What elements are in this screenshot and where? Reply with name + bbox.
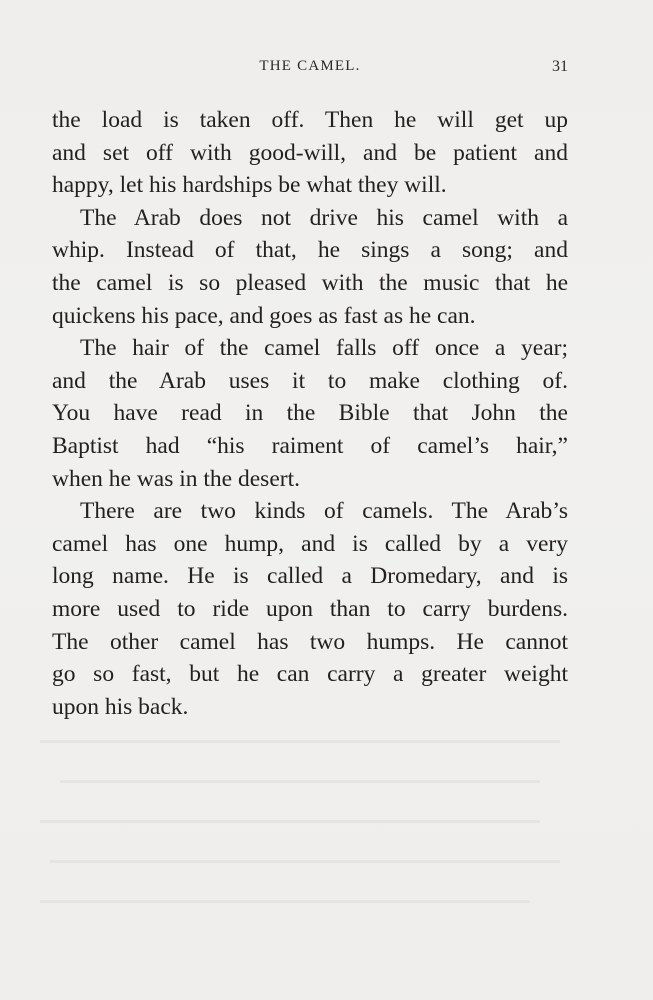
text-line: You have read in the Bible that John the (52, 400, 568, 427)
paragraph (52, 495, 568, 723)
running-title: THE CAMEL. (259, 58, 361, 74)
text-line: upon his back. (52, 693, 189, 720)
text-line: when he was in the desert. (52, 465, 300, 492)
text-line: The other camel has two humps. He cannot (52, 628, 568, 655)
paragraph (52, 104, 568, 202)
text-line: the camel is so pleased with the music that he (52, 269, 568, 296)
text-line: the load is taken off. Then he will get up (52, 107, 568, 133)
text-line: go so fast, but he can carry a greater weight (52, 661, 568, 688)
paragraph (52, 202, 568, 332)
text-line: more used to ride upon than to carry burdens. (52, 595, 568, 622)
text-line: camel has one hump, and is called by a very (52, 530, 568, 557)
text-line: quickens his pace, and goes as fast as he can. (52, 302, 476, 329)
body-text (52, 104, 568, 723)
text-line: There are two kinds of camels. The Arab’s (80, 498, 568, 525)
text-line: The Arab does not drive his camel with a (80, 204, 568, 231)
text-line: and set off with good-will, and be patient and (52, 139, 568, 166)
paragraph (52, 332, 568, 495)
page-header (52, 58, 568, 82)
text-line: Baptist had “his raiment of camel’s hair,” (52, 432, 568, 459)
show-through-texture (0, 700, 653, 1000)
text-line: happy, let his hardships be what they will. (52, 172, 447, 199)
text-line: whip. Instead of that, he sings a song; and (52, 237, 568, 264)
text-line: The hair of the camel falls off once a year; (80, 335, 568, 362)
page-number: 31 (552, 58, 568, 75)
text-line: long name. He is called a Dromedary, and is (52, 563, 568, 590)
text-line: and the Arab uses it to make clothing of. (52, 367, 568, 394)
